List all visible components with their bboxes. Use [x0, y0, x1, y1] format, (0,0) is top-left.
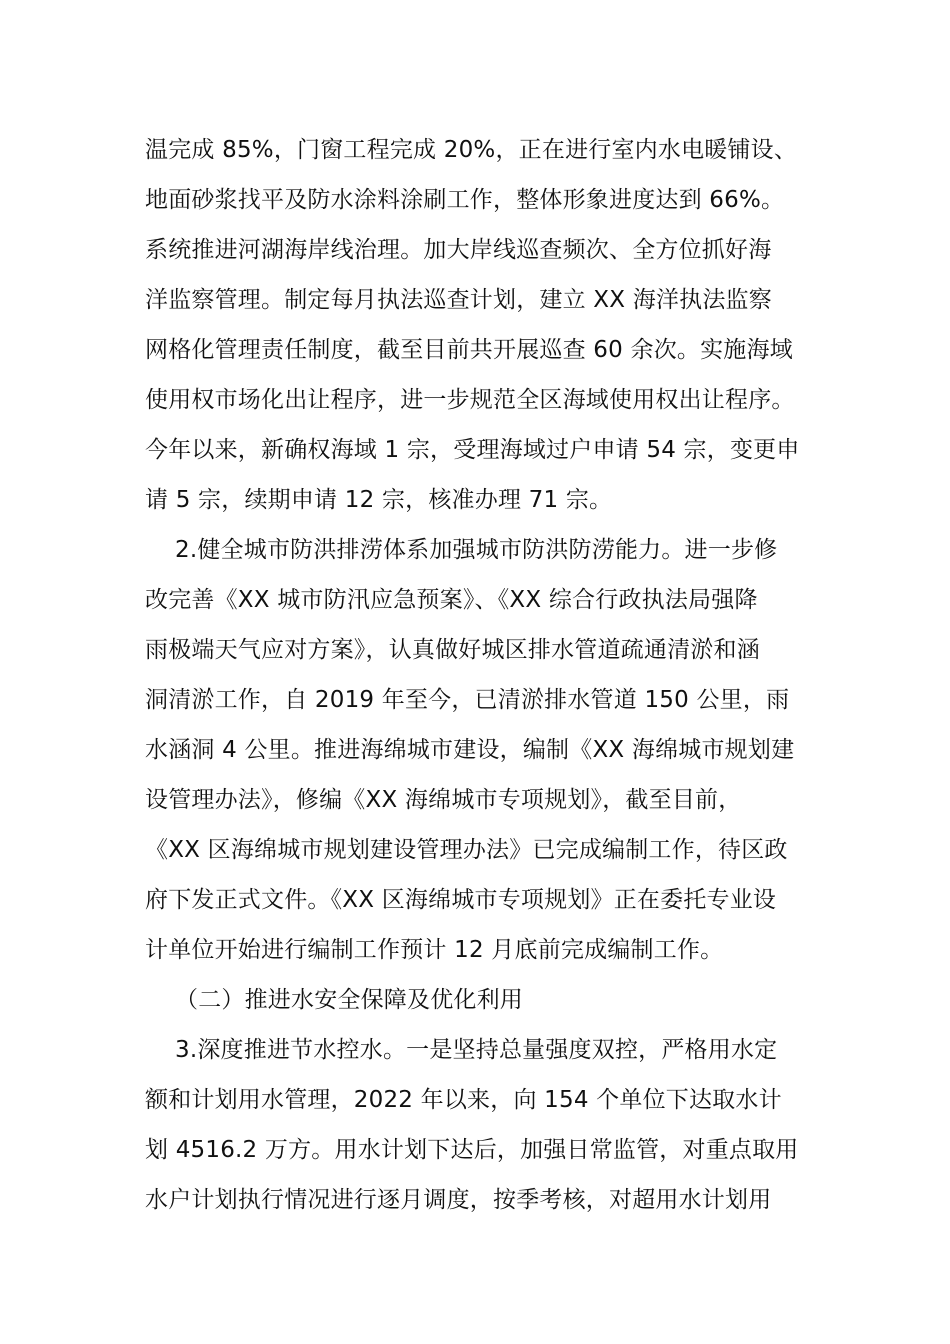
text-line-2: 地面砂浆找平及防水涂料涂刷工作，整体形象进度达到 66%。: [145, 187, 785, 213]
text-line-6: 使用权市场化出让程序，进一步规范全区海域使用权出让程序。: [145, 387, 795, 413]
text-line-13: 水涵洞 4 公里。推进海绵城市建设，编制《XX 海绵城市规划建: [145, 737, 795, 763]
text-line-10: 改完善《XX 城市防汛应急预案》、《XX 综合行政执法局强降: [145, 587, 758, 613]
text-line-15: 《XX 区海绵城市规划建设管理办法》已完成编制工作，待区政: [145, 837, 788, 863]
text-line-20: 额和计划用水管理，2022 年以来，向 154 个单位下达取水计: [145, 1087, 782, 1113]
text-line-17: 计单位开始进行编制工作预计 12 月底前完成编制工作。: [145, 937, 724, 963]
text-line-1: 温完成 85%，门窗工程完成 20%，正在进行室内水电暖铺设、: [145, 137, 798, 163]
text-line-8: 请 5 宗，续期申请 12 宗，核准办理 71 宗。: [145, 487, 613, 513]
text-line-11: 雨极端天气应对方案》，认真做好城区排水管道疏通清淤和涵: [145, 637, 760, 663]
paragraph-2-start: 2.健全城市防洪排涝体系加强城市防洪防涝能力。进一步修: [175, 537, 778, 563]
text-line-14: 设管理办法》，修编《XX 海绵城市专项规划》，截至目前，: [145, 787, 742, 813]
text-line-21: 划 4516.2 万方。用水计划下达后，加强日常监管，对重点取用: [145, 1137, 799, 1163]
text-line-3: 系统推进河湖海岸线治理。加大岸线巡查频次、全方位抓好海: [145, 237, 772, 263]
text-line-7: 今年以来，新确权海域 1 宗，受理海域过户申请 54 宗，变更申: [145, 437, 800, 463]
text-line-22: 水户计划执行情况进行逐月调度，按季考核，对超用水计划用: [145, 1187, 772, 1213]
paragraph-3-start: 3.深度推进节水控水。一是坚持总量强度双控，严格用水定: [175, 1037, 778, 1063]
section-heading: （二）推进水安全保障及优化利用: [175, 987, 523, 1013]
text-line-16: 府下发正式文件。《XX 区海绵城市专项规划》正在委托专业设: [145, 887, 777, 913]
text-line-4: 洋监察管理。制定每月执法巡查计划，建立 XX 海洋执法监察: [145, 287, 772, 313]
text-line-12: 洞清淤工作，自 2019 年至今，已清淤排水管道 150 公里，雨: [145, 687, 790, 713]
text-line-5: 网格化管理责任制度，截至目前共开展巡查 60 余次。实施海域: [145, 337, 793, 363]
